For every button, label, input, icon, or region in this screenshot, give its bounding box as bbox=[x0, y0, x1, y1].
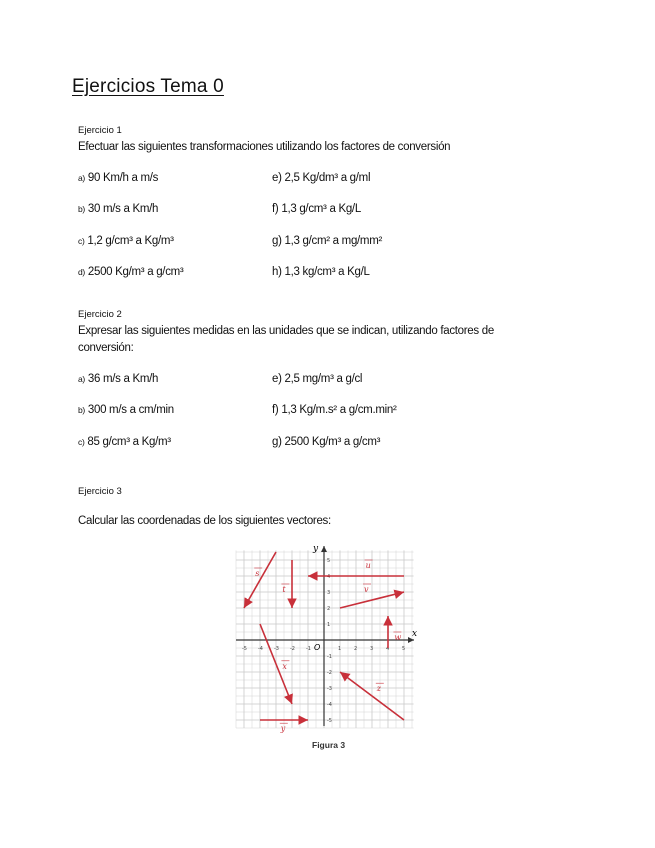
y-tick-label: 3 bbox=[327, 590, 331, 596]
ex1-item-f: f) 1,3 g/cm³ a Kg/L bbox=[272, 203, 361, 215]
vector-label-s: s bbox=[255, 569, 260, 578]
x-tick-label: 2 bbox=[354, 646, 358, 652]
x-axis-label: x bbox=[412, 629, 418, 639]
ex1-item-h: h) 1,3 kg/cm³ a Kg/L bbox=[272, 266, 370, 278]
ex2-item-c: c) 85 g/cm³ a Kg/m³ bbox=[78, 436, 171, 448]
y-tick-label: -1 bbox=[327, 654, 332, 660]
x-tick-label: -2 bbox=[290, 646, 295, 652]
x-tick-label: -1 bbox=[306, 646, 311, 652]
y-tick-label: -3 bbox=[327, 686, 332, 692]
figure-axes bbox=[236, 544, 417, 726]
y-tick-label: -2 bbox=[327, 670, 332, 676]
ex2-item-a: a) 36 m/s a Km/h bbox=[78, 373, 159, 385]
vector-label-w: w bbox=[394, 633, 402, 642]
y-tick-label: -4 bbox=[327, 702, 332, 708]
exercise-1-statement: Efectuar las siguientes transformaciones utilizando los factores de conversión bbox=[78, 141, 451, 153]
y-axis-label: y bbox=[313, 544, 319, 554]
vector-label-x: x bbox=[282, 661, 287, 671]
vector-label-t: t bbox=[282, 585, 286, 594]
ex2-item-g: g) 2500 Kg/m³ a g/cm³ bbox=[272, 436, 381, 448]
x-tick-label: -3 bbox=[274, 646, 279, 652]
page-title: Ejercicios Tema 0 bbox=[72, 76, 224, 97]
x-tick-label: 5 bbox=[402, 646, 406, 652]
ex1-item-c: c) 1,2 g/cm³ a Kg/m³ bbox=[78, 235, 174, 247]
exercise-3-heading: Ejercicio 3 bbox=[78, 486, 122, 497]
y-tick-label: -5 bbox=[327, 718, 332, 724]
origin-label: O bbox=[314, 643, 321, 652]
vector-label-y: y bbox=[280, 724, 286, 734]
exercise-3-statement: Calcular las coordenadas de los siguientes vectores: bbox=[78, 515, 331, 527]
vector-label-z: z bbox=[376, 684, 382, 694]
y-tick-label: 2 bbox=[327, 606, 331, 612]
y-tick-label: 4 bbox=[327, 574, 331, 580]
ex1-item-g: g) 1,3 g/cm² a mg/mm² bbox=[272, 235, 383, 247]
x-tick-label: 1 bbox=[338, 646, 342, 652]
exercise-2-statement: Expresar las siguientes medidas en las unidades que se indican, utilizando factores de conversión: bbox=[78, 325, 494, 354]
exercise-2-heading: Ejercicio 2 bbox=[78, 309, 122, 320]
ex1-item-b: b) 30 m/s a Km/h bbox=[78, 203, 159, 215]
figure-grid bbox=[236, 550, 414, 728]
figure-caption: Figura 3 bbox=[312, 740, 346, 750]
exercise-1-heading: Ejercicio 1 bbox=[78, 125, 122, 136]
y-tick-label: 1 bbox=[327, 622, 331, 628]
x-tick-label: -5 bbox=[242, 646, 247, 652]
vector-label-u: u bbox=[365, 561, 371, 570]
ex1-item-d: d) 2500 Kg/m³ a g/cm³ bbox=[78, 266, 184, 278]
vector-label-v: v bbox=[364, 585, 369, 594]
ex1-item-e: e) 2,5 Kg/dm³ a g/ml bbox=[272, 172, 371, 184]
ex2-item-e: e) 2,5 mg/m³ a g/cl bbox=[272, 373, 363, 385]
x-tick-label: 4 bbox=[386, 646, 390, 652]
ex2-item-b: b) 300 m/s a cm/min bbox=[78, 404, 174, 416]
x-tick-label: -4 bbox=[258, 646, 263, 652]
x-tick-label: 3 bbox=[370, 646, 374, 652]
y-tick-label: 5 bbox=[327, 558, 331, 564]
ex1-item-a: a) 90 Km/h a m/s bbox=[78, 172, 159, 184]
y-axis-arrow-icon bbox=[321, 546, 327, 552]
ex2-item-f: f) 1,3 Kg/m.s² a g/cm.min² bbox=[272, 404, 397, 416]
